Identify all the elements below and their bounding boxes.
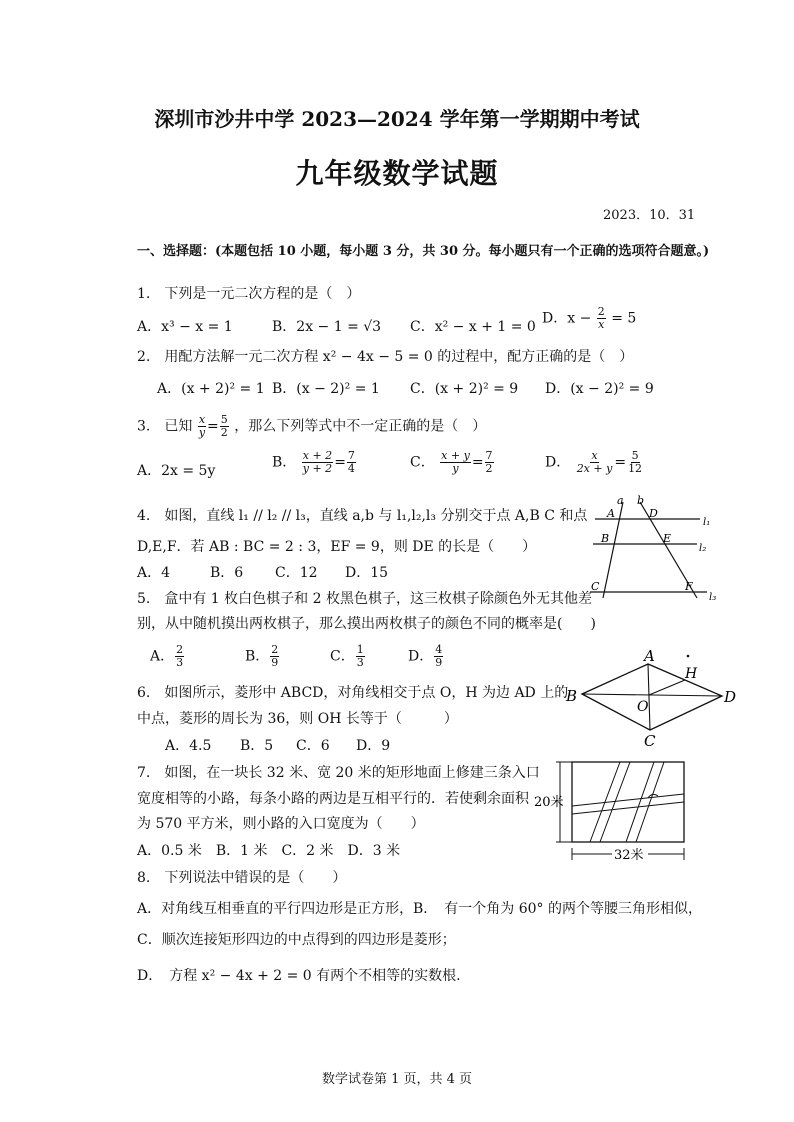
q7-line-1: 7. 如图，在一块长 32 米、宽 20 米的矩形地面上修建三条入口	[137, 765, 540, 781]
q5-option-a	[150, 644, 185, 669]
q1-option-a: A．x³ − x = 1	[137, 319, 233, 335]
label-l3: l₃	[709, 592, 717, 603]
option-letter: D．	[545, 454, 571, 471]
q4-option-a: A．4	[137, 565, 171, 581]
equals: =	[471, 454, 484, 471]
field-figure	[530, 744, 690, 868]
label-H: H	[685, 666, 698, 682]
q3-given-fraction-1	[198, 414, 206, 439]
q3-stem-post: ，那么下列等式中不一定正确的是（ ）	[234, 418, 487, 435]
q5-line-2: 别，从中随机摸出两枚棋子，那么摸出两枚棋子的颜色不同的概率是( )	[137, 616, 596, 632]
numerator: 7	[347, 449, 355, 462]
denominator: x	[598, 318, 605, 331]
numerator: 4	[435, 643, 443, 656]
q7-options: A．0.5 米 B．1 米 C．2 米 D．3 米	[137, 843, 401, 859]
q7-line-3: 为 570 平方米，则小路的入口宽度为（ ）	[137, 816, 425, 832]
equals: =	[207, 418, 219, 435]
fraction	[356, 644, 365, 669]
fraction-right	[347, 450, 356, 475]
q6-line-1: 6. 如图所示，菱形中 ABCD，对角线相交于点 O，H 为边 AD 上的	[137, 685, 569, 701]
width-label: 32米	[614, 848, 644, 863]
q2-option-a: A．(x + 2)² = 1	[157, 381, 265, 397]
subject-title: 九年级数学试题	[295, 157, 499, 190]
numerator: x	[591, 449, 598, 462]
denominator: 2	[220, 426, 228, 439]
denominator: 4	[347, 462, 355, 475]
denominator: y	[198, 426, 206, 439]
q5-line-1: 5. 盒中有 1 枚白色棋子和 2 枚黑色棋子，这三枚棋子除颜色外无其他差	[137, 591, 592, 607]
q4-line-1: 4. 如图，直线 l₁ // l₂ // l₃，直线 a,b 与 l₁,l₂,l₃ 分别交于点 A,B C 和点	[137, 508, 588, 524]
label-B: B	[601, 532, 610, 545]
q1-option-b: B．2x − 1 = √3	[272, 319, 382, 335]
q1-stem: 1. 下列是一元二次方程的是（ ）	[137, 286, 361, 302]
q6-line-2: 中点，菱形的周长为 36，则 OH 长等于（ ）	[137, 711, 458, 727]
fraction-left	[576, 450, 614, 475]
segment-oh	[649, 680, 685, 695]
q4-option-d: D．15	[345, 565, 389, 581]
parallel-lines-figure	[585, 494, 725, 604]
q8-option-d: D． 方程 x² − 4x + 2 = 0 有两个不相等的实数根.	[137, 968, 461, 984]
q3-option-a: A．2x = 5y	[137, 463, 216, 479]
page-footer: 数学试卷第 1 页，共 4 页	[321, 1072, 473, 1087]
q8-option-a: A．对角线互相垂直的平行四边形是正方形，	[137, 901, 414, 917]
q3-option-d	[545, 450, 644, 475]
school-title: 深圳市沙井中学 2023—2024 学年第一学期期中考试	[154, 107, 640, 131]
q3-stem	[137, 414, 486, 439]
option-letter: C．	[330, 648, 355, 665]
label-F: F	[685, 580, 693, 593]
rhombus-figure	[562, 648, 742, 748]
fraction-left	[440, 450, 471, 475]
label-A: A	[644, 648, 655, 665]
label-l2: l₂	[699, 543, 707, 554]
denominator: 2x + y	[576, 462, 613, 475]
q6-option-a: A．4.5	[165, 738, 212, 754]
q8-option-b: B． 有一个角为 60° 的两个等腰三角形相似，	[413, 901, 703, 917]
numerator: 5	[220, 413, 228, 426]
q1-option-c: C．x² − x + 1 = 0	[410, 319, 536, 335]
q3-option-b	[272, 450, 357, 475]
numerator: 2	[176, 643, 184, 656]
q2-option-b: B．(x − 2)² = 1	[272, 381, 380, 397]
q3-option-c	[410, 450, 495, 475]
numerator: 1	[356, 643, 364, 656]
exam-date: 2023．10．31	[603, 208, 696, 223]
height-label: 20米	[534, 795, 564, 810]
label-O: O	[637, 699, 649, 715]
point-mark	[687, 655, 690, 658]
q2-option-c: C．(x + 2)² = 9	[410, 381, 519, 397]
q2-stem: 2. 用配方法解一元二次方程 x² − 4x − 5 = 0 的过程中，配方正确的是（ ）	[137, 349, 634, 365]
numerator: x + 2	[302, 449, 333, 462]
q8-stem: 8. 下列说法中错误的是（ ）	[137, 870, 347, 886]
diagonal-ac	[648, 664, 650, 730]
option-letter: D．	[408, 648, 434, 665]
denominator: 9	[271, 656, 279, 669]
denominator: y + 2	[302, 462, 333, 475]
q1-d-fraction	[597, 306, 606, 331]
rhombus-outline	[582, 664, 722, 730]
q3-stem-pre: 3. 已知	[137, 418, 193, 435]
q7-line-2: 宽度相等的小路，每条小路的两边是互相平行的．若使剩余面积	[137, 791, 529, 807]
denominator: 2	[485, 462, 493, 475]
q6-option-d: D．9	[356, 738, 391, 754]
q3-given-fraction-2	[220, 414, 229, 439]
option-letter: A．	[150, 648, 175, 665]
fraction-left	[302, 450, 333, 475]
numerator: 7	[485, 449, 493, 462]
fraction	[270, 644, 279, 669]
label-b: b	[637, 494, 645, 507]
denominator: y	[452, 462, 459, 475]
q4-line-2: D,E,F．若 AB : BC = 2 : 3，EF = 9，则 DE 的长是（ ）	[137, 539, 537, 555]
label-D: D	[649, 507, 658, 520]
q5-option-c	[330, 644, 366, 669]
equals: =	[334, 454, 346, 471]
label-C: C	[591, 580, 600, 593]
label-a: a	[617, 494, 624, 507]
denominator: 12	[628, 462, 643, 475]
q2-option-d: D．(x − 2)² = 9	[545, 381, 654, 397]
q4-option-c: C．12	[275, 565, 318, 581]
label-l1: l₁	[703, 517, 711, 528]
label-B: B	[566, 687, 578, 705]
numerator: x + y	[441, 449, 470, 462]
field-rect	[572, 762, 684, 842]
q4-option-b: B．6	[210, 565, 244, 581]
denominator: 9	[435, 656, 443, 669]
label-E: E	[663, 532, 672, 545]
option-letter: B．	[272, 454, 297, 471]
section-heading: 一、选择题：(本题包括 10 小题，每小题 3 分，共 30 分。每小题只有一个正确的选项符合题意。)	[137, 244, 710, 259]
denominator: 3	[176, 656, 184, 669]
fraction	[175, 644, 184, 669]
fraction-right	[485, 450, 494, 475]
denominator: 3	[356, 656, 364, 669]
q5-option-b	[245, 644, 280, 669]
label-D: D	[724, 688, 737, 706]
numerator: x	[198, 413, 206, 426]
q6-option-c: C．6	[296, 738, 330, 754]
option-letter: B．	[245, 648, 270, 665]
fraction-right	[627, 450, 643, 475]
numerator: 2	[597, 305, 605, 318]
equals: =	[614, 454, 627, 471]
q8-option-c: C．顺次连接矩形四边的中点得到的四边形是菱形；	[137, 932, 456, 948]
q1-option-d	[542, 306, 636, 331]
option-letter: C．	[410, 454, 435, 471]
q5-option-d	[408, 644, 444, 669]
label-C: C	[644, 732, 656, 748]
q1-d-post: = 5	[611, 310, 637, 327]
numerator: 2	[271, 643, 279, 656]
q6-option-b: B．5	[240, 738, 274, 754]
q1-d-pre: D．x −	[542, 310, 592, 327]
fraction	[434, 644, 443, 669]
numerator: 5	[631, 449, 639, 462]
label-A: A	[607, 507, 615, 520]
